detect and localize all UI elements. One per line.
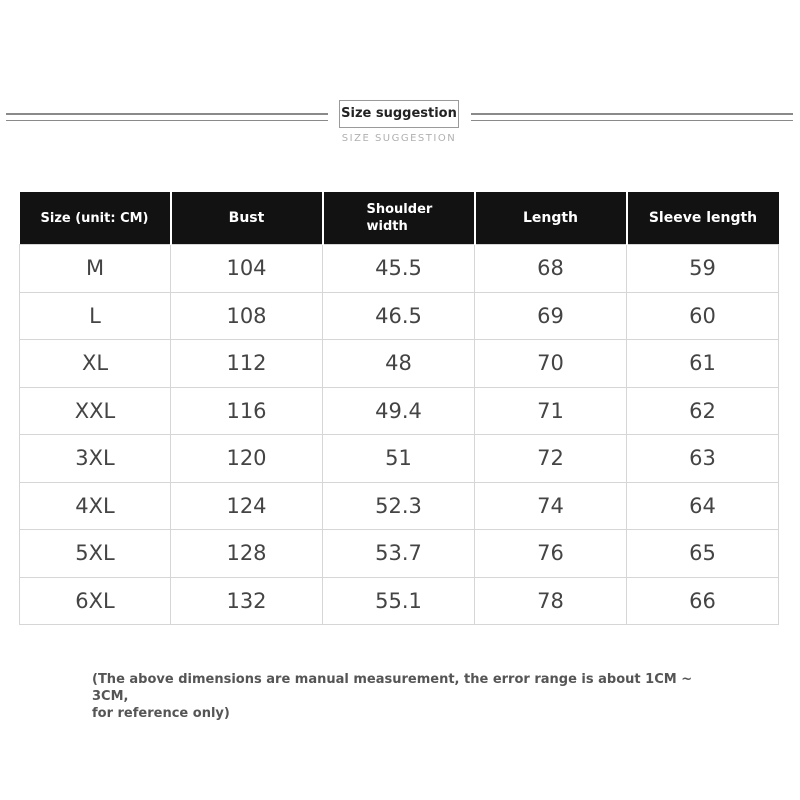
cell-shoulder-width: 46.5 [323, 292, 475, 340]
cell-size: 3XL [20, 435, 171, 483]
table-row [20, 435, 779, 483]
cell-size: 5XL [20, 530, 171, 578]
cell-bust: 132 [171, 577, 323, 625]
column-header-sleeve-length: Sleeve length [627, 192, 779, 245]
column-header-shoulder-width-label: Shoulder width [366, 202, 433, 234]
cell-sleeve-length: 61 [627, 340, 779, 388]
note-line-1: (The above dimensions are manual measurement, the error range is about 1CM ~ 3CM, [92, 672, 693, 704]
cell-sleeve-length: 62 [627, 387, 779, 435]
cell-shoulder-width: 49.4 [323, 387, 475, 435]
cell-length: 68 [475, 245, 627, 293]
table-row [20, 577, 779, 625]
cell-size: XL [20, 340, 171, 388]
cell-bust: 104 [171, 245, 323, 293]
cell-bust: 124 [171, 482, 323, 530]
cell-shoulder-width: 48 [323, 340, 475, 388]
cell-size: M [20, 245, 171, 293]
column-header-shoulder-width [323, 192, 475, 245]
cell-length: 70 [475, 340, 627, 388]
cell-sleeve-length: 63 [627, 435, 779, 483]
cell-length: 72 [475, 435, 627, 483]
column-header-bust: Bust [171, 192, 323, 245]
table-row [20, 387, 779, 435]
cell-size: XXL [20, 387, 171, 435]
cell-length: 74 [475, 482, 627, 530]
column-header-size: Size (unit: CM) [20, 192, 171, 245]
cell-bust: 120 [171, 435, 323, 483]
cell-size: 6XL [20, 577, 171, 625]
note-line-2: for reference only) [92, 706, 230, 721]
cell-shoulder-width: 53.7 [323, 530, 475, 578]
cell-sleeve-length: 64 [627, 482, 779, 530]
cell-sleeve-length: 65 [627, 530, 779, 578]
table-row [20, 292, 779, 340]
measurement-note [92, 671, 732, 722]
cell-bust: 112 [171, 340, 323, 388]
cell-bust: 108 [171, 292, 323, 340]
cell-shoulder-width: 51 [323, 435, 475, 483]
table-row [20, 245, 779, 293]
cell-sleeve-length: 66 [627, 577, 779, 625]
cell-size: 4XL [20, 482, 171, 530]
cell-bust: 116 [171, 387, 323, 435]
section-heading [0, 100, 800, 150]
cell-size: L [20, 292, 171, 340]
cell-shoulder-width: 55.1 [323, 577, 475, 625]
column-header-length: Length [475, 192, 627, 245]
section-title: Size suggestion [339, 100, 459, 128]
table-row [20, 530, 779, 578]
table-row [20, 482, 779, 530]
cell-length: 76 [475, 530, 627, 578]
section-subtitle: SIZE SUGGESTION [341, 133, 457, 144]
cell-shoulder-width: 52.3 [323, 482, 475, 530]
size-table [19, 192, 779, 625]
cell-length: 69 [475, 292, 627, 340]
cell-sleeve-length: 60 [627, 292, 779, 340]
cell-sleeve-length: 59 [627, 245, 779, 293]
cell-shoulder-width: 45.5 [323, 245, 475, 293]
cell-length: 71 [475, 387, 627, 435]
cell-length: 78 [475, 577, 627, 625]
cell-bust: 128 [171, 530, 323, 578]
heading-rule-left [6, 113, 328, 121]
table-header-row [20, 192, 779, 245]
table-row [20, 340, 779, 388]
heading-rule-right [471, 113, 793, 121]
